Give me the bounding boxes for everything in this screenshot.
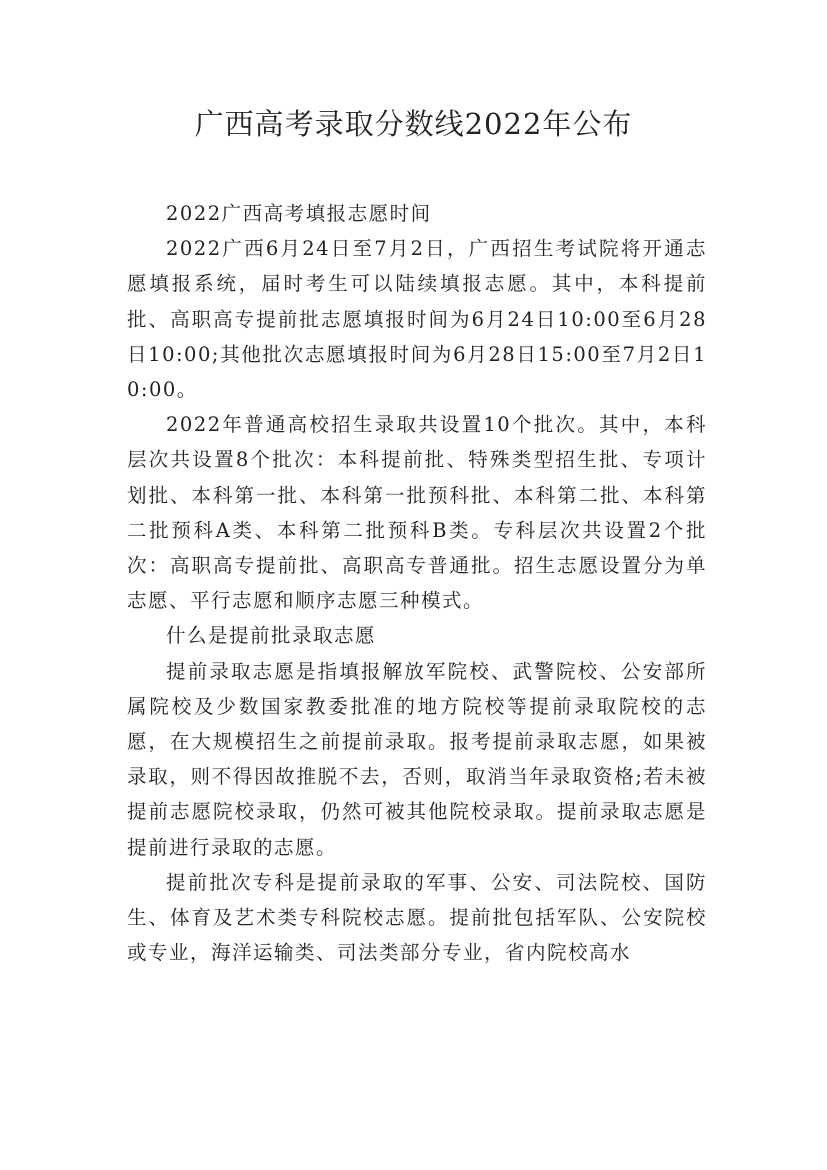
paragraph-schedule-heading: 2022广西高考填报志愿时间 bbox=[166, 202, 432, 225]
paragraph-early-definition: 提前录取志愿是指填报解放军院校、武警院校、公安部所属院校及少数国家教委批准的地方院校等提前录取院校的志愿，在大规模招生之前提前录取。报考提前录取志愿，如果被录取，则不得因故推脱不去，否则，取消当年录取资格;若未被提前志愿院校录取，仍然可被其他院校录取。提前录取志愿是提前进行录取的志愿。 bbox=[127, 659, 707, 859]
document-title: 广西高考录取分数线2022年公布 bbox=[194, 107, 633, 141]
paragraph-batches: 2022年普通高校招生录取共设置10个批次。其中，本科层次共设置8个批次：本科提前批、特殊类型招生批、专项计划批、本科第一批、本科第一批预科批、本科第二批、本科第二批预科A类、本科第二批预科B类。专科层次共设置2个批次：高职高专提前批、高职高专普通批。招生志愿设置分为单志愿、平行志愿和顺序志愿三种模式。 bbox=[127, 413, 707, 613]
paragraph-early-specialty: 提前批次专科是提前录取的军事、公安、司法院校、国防生、体育及艺术类专科院校志愿。提前批包括军队、公安院校或专业，海洋运输类、司法类部分专业，省内院校高水 bbox=[127, 870, 707, 965]
paragraph-schedule: 2022广西6月24日至7月2日，广西招生考试院将开通志愿填报系统，届时考生可以陆续填报志愿。其中，本科提前批、高职高专提前批志愿填报时间为6月24日10:00至6月28日10:00;其他批次志愿填报时间为6月28日15:00至7月2日10:00。 bbox=[127, 237, 707, 402]
document-body bbox=[127, 196, 707, 970]
paragraph-early-heading: 什么是提前批录取志愿 bbox=[166, 624, 377, 648]
